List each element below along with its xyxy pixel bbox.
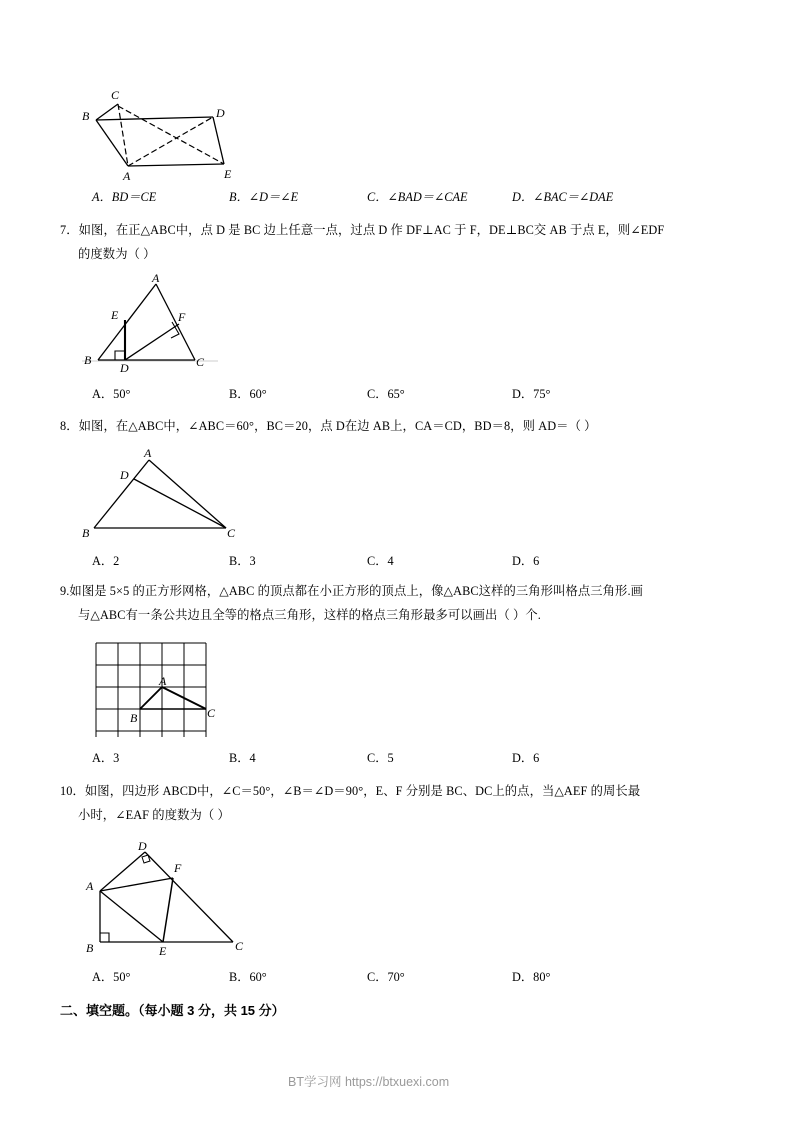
q9-option-d[interactable]: D．6: [512, 751, 540, 765]
figure-label-e: E: [224, 167, 232, 181]
q6-figure: [78, 84, 258, 184]
figure-label-c: C: [227, 526, 236, 540]
figure-label-b: B: [86, 941, 94, 955]
figure-label-f: F: [174, 861, 182, 875]
figure-label-d: D: [120, 361, 129, 372]
figure-label-c: C: [111, 88, 120, 102]
q7-options: [92, 384, 712, 402]
q8-option-a[interactable]: A．2: [92, 554, 120, 568]
q9-option-b[interactable]: B．4: [229, 751, 256, 765]
q7-line2: 的度数为（ ）: [78, 247, 156, 261]
figure-label-a: A: [152, 272, 160, 285]
figure-label-f: F: [178, 310, 186, 324]
q6-option-c[interactable]: C．∠BAD＝∠CAE: [367, 190, 468, 204]
q7-option-a[interactable]: A．50°: [92, 387, 131, 401]
q8-option-c[interactable]: C．4: [367, 554, 394, 568]
q10-options: [92, 967, 712, 985]
q7-line1: 7．如图，在正△ABC中，点 D 是 BC 边上任意一点，过点 D 作 DF⊥AC 于 F，DE⊥BC交 AB 于点 E，则∠EDF: [60, 223, 665, 237]
q6-option-a[interactable]: A．BD＝CE: [92, 190, 157, 204]
q10-option-a[interactable]: A．50°: [92, 970, 131, 984]
q7-figure: [78, 272, 258, 372]
figure-label-a: A: [144, 446, 152, 460]
q10-option-b[interactable]: B．60°: [229, 970, 267, 984]
q10-line1: 10．如图，四边形 ABCD中，∠C＝50°，∠B＝∠D＝90°，E、F 分别是 BC、DC上的点，当△AEF 的周长最: [60, 784, 641, 798]
q9-options: [92, 748, 712, 766]
q7-option-b[interactable]: B．60°: [229, 387, 267, 401]
q8-options: [92, 551, 712, 569]
q9-line1: 9.如图是 5×5 的正方形网格，△ABC 的顶点都在小正方形的顶点上，像△ABC这样的三角形叫格点三角形.画: [60, 584, 644, 598]
figure-label-b: B: [130, 711, 138, 725]
q8-option-b[interactable]: B．3: [229, 554, 256, 568]
figure-label-b: B: [84, 353, 92, 367]
section-2-heading: 二、填空题。（每小题 3 分，共 15 分）: [60, 1003, 285, 1018]
q8-option-d[interactable]: D．6: [512, 554, 540, 568]
q6-option-b[interactable]: B．∠D＝∠E: [229, 190, 299, 204]
q9-option-c[interactable]: C．5: [367, 751, 394, 765]
q7-option-d[interactable]: D．75°: [512, 387, 551, 401]
figure-label-e: E: [159, 944, 167, 958]
q9-line2: 与△ABC有一条公共边且全等的格点三角形，这样的格点三角形最多可以画出（ ）个.: [78, 608, 541, 622]
figure-label-d: D: [120, 468, 129, 482]
q10-option-d[interactable]: D．80°: [512, 970, 551, 984]
figure-label-a: A: [159, 674, 167, 688]
q8-line1: 8．如图，在△ABC中，∠ABC＝60°，BC＝20，点 D在边 AB上，CA＝CD，BD＝8，则 AD＝（ ）: [60, 419, 597, 433]
figure-label-a: A: [86, 879, 94, 893]
q6-options: [92, 187, 712, 205]
q7-option-c[interactable]: C．65°: [367, 387, 405, 401]
figure-label-b: B: [82, 109, 90, 123]
figure-label-c: C: [207, 706, 216, 720]
footer-watermark: BT学习网 https://btxuexi.com: [288, 1075, 450, 1089]
figure-label-d: D: [138, 839, 147, 853]
q10-line2: 小时，∠EAF 的度数为（ ）: [78, 808, 230, 822]
q10-option-c[interactable]: C．70°: [367, 970, 405, 984]
q10-figure: [78, 838, 278, 958]
figure-label-c: C: [235, 939, 244, 953]
figure-label-d: D: [216, 106, 225, 120]
figure-label-c: C: [196, 355, 205, 369]
q9-option-a[interactable]: A．3: [92, 751, 120, 765]
q6-option-d[interactable]: D．∠BAC＝∠DAE: [512, 190, 614, 204]
figure-label-e: E: [111, 308, 119, 322]
q8-figure: [78, 442, 278, 542]
figure-label-b: B: [82, 526, 90, 540]
q9-figure: [88, 637, 238, 737]
figure-label-a: A: [123, 169, 131, 183]
